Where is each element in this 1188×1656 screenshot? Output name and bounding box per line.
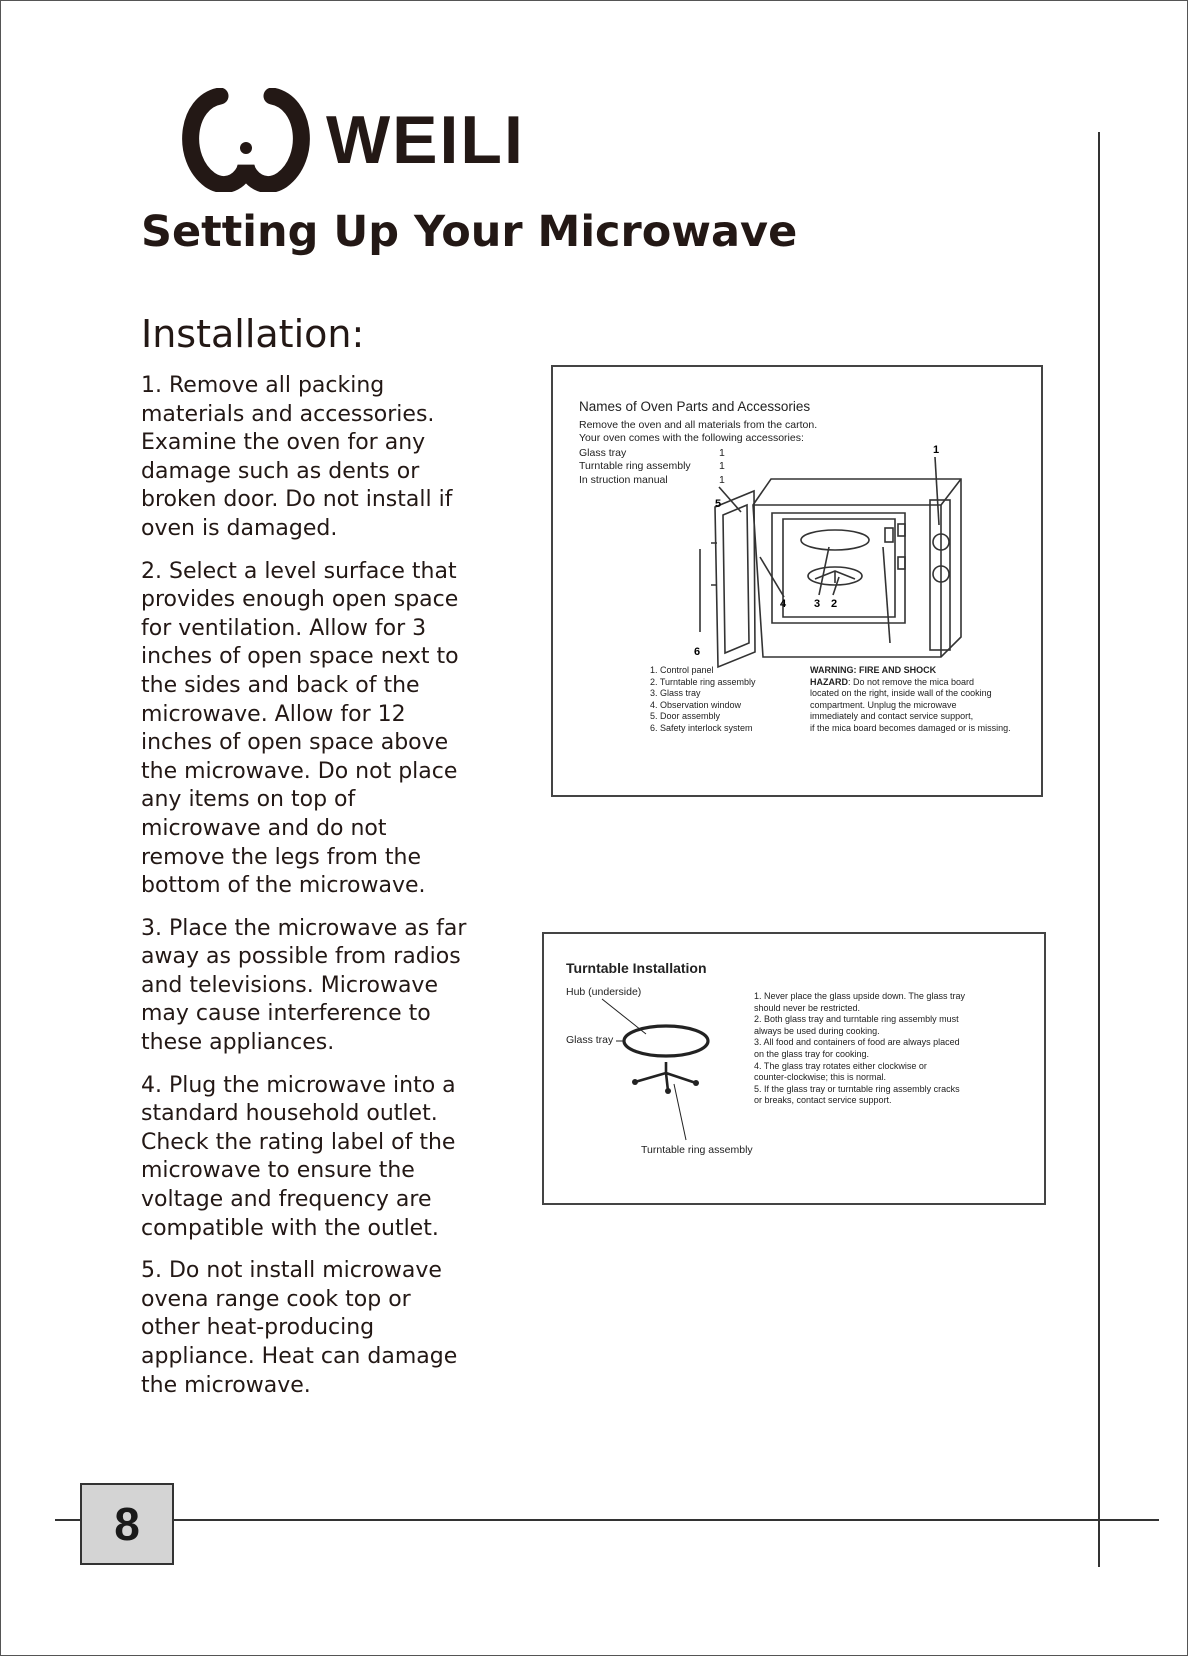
parts-list-item: 1. Control panel — [650, 665, 714, 675]
installation-steps — [141, 372, 471, 1414]
page-title: Setting Up Your Microwave — [141, 207, 798, 257]
parts-list-item: 4. Observation window — [650, 699, 742, 710]
callout-3: 3 — [814, 598, 821, 610]
ring-label: Turntable ring assembly — [641, 1144, 753, 1156]
parts-list-item: 2. Turntable ring assembly — [650, 676, 756, 687]
turntable-note-line: 3. All food and containers of food are always placed — [754, 1037, 960, 1048]
hub-label: Hub (underside) — [566, 986, 642, 998]
step-item: 1. Remove all packing materials and accessories. Examine the oven for any damage such as dents or broken door. Do not install if oven is damaged. — [141, 373, 453, 541]
turntable-installation-diagram — [542, 932, 1046, 1205]
warning-title: WARNING: FIRE AND SHOCK — [810, 665, 937, 675]
section-heading: Installation: — [141, 312, 365, 356]
parts-diagram-title: Names of Oven Parts and Accessories — [579, 399, 811, 414]
turntable-title: Turntable Installation — [566, 960, 707, 976]
turntable-note-line: 4. The glass tray rotates either clockwise or — [754, 1060, 927, 1071]
accessory-name: Glass tray — [579, 447, 627, 459]
accessory-qty: 1 — [719, 460, 725, 473]
step-item: 3. Place the microwave as far away as possible from radios and televisions. Microwave may cause interference to these appliances. — [141, 915, 467, 1056]
turntable-note-line: on the glass tray for cooking. — [754, 1048, 870, 1059]
turntable-note-line: counter-clockwise; this is normal. — [754, 1072, 887, 1083]
hazard-text: : Do not remove the mica board — [848, 676, 975, 687]
page-number: 8 — [80, 1483, 174, 1565]
turntable-note-line: or breaks, contact service support. — [754, 1095, 892, 1106]
parts-intro-line: Your oven comes with the following accessories: — [579, 432, 804, 444]
oven-parts-diagram — [551, 365, 1043, 797]
turntable-note-line: 1. Never place the glass upside down. The glass tray — [754, 991, 965, 1001]
margin-rule — [1098, 132, 1100, 1567]
turntable-notes — [754, 991, 965, 1107]
callout-6: 6 — [694, 646, 701, 658]
accessory-qty: 1 — [719, 447, 725, 459]
warning-line: immediately and contact service support, — [810, 711, 974, 722]
brand-logo — [176, 88, 525, 192]
accessory-name: In struction manual — [579, 473, 668, 486]
warning-line: if the mica board becomes damaged or is missing. — [810, 722, 1011, 733]
parts-list-item: 5. Door assembly — [650, 711, 721, 722]
callout-1: 1 — [933, 444, 940, 456]
parts-list-item: 3. Glass tray — [650, 688, 701, 699]
parts-intro-line: Remove the oven and all materials from the carton. — [579, 419, 818, 431]
turntable-note-line: 5. If the glass tray or turntable ring assembly cracks — [754, 1083, 960, 1094]
turntable-note-line: should never be restricted. — [754, 1002, 861, 1013]
accessory-qty: 1 — [719, 473, 725, 486]
turntable-note-line: always be used during cooking. — [754, 1025, 880, 1036]
weili-emblem-icon — [176, 88, 316, 192]
callout-4: 4 — [780, 598, 787, 610]
footer-rule — [55, 1519, 1159, 1521]
callout-2: 2 — [831, 598, 838, 610]
glass-tray-label: Glass tray — [566, 1034, 614, 1046]
accessory-name: Turntable ring assembly — [579, 460, 691, 473]
brand-name: WEILI — [326, 102, 525, 178]
parts-list — [650, 665, 756, 735]
step-item: 4. Plug the microwave into a standard household outlet. Check the rating label of the microwave to ensure the voltage and frequency are compatible with the outlet. — [141, 1072, 456, 1241]
turntable-note-line: 2. Both glass tray and turntable ring assembly must — [754, 1014, 959, 1025]
warning-note — [810, 665, 1011, 735]
callout-5: 5 — [715, 498, 722, 510]
step-item: 5. Do not install microwave ovena range cook top or other heat-producing appliance. Heat can damage the microwave. — [141, 1258, 458, 1398]
warning-line: compartment. Unplug the microwave — [810, 699, 957, 710]
hazard-label: HAZARD — [810, 676, 848, 687]
warning-line: located on the right, inside wall of the cooking — [810, 688, 992, 699]
step-item: 2. Select a level surface that provides enough open space for ventilation. Allow for 3 inches of open space next to the sides and back of the microwave. Allow for 12 inches of open space above the microwave. Do not place any items on top of microwave and do not remove the legs from the bottom of the microwave. — [141, 558, 459, 899]
parts-list-item: 6. Safety interlock system — [650, 722, 753, 733]
